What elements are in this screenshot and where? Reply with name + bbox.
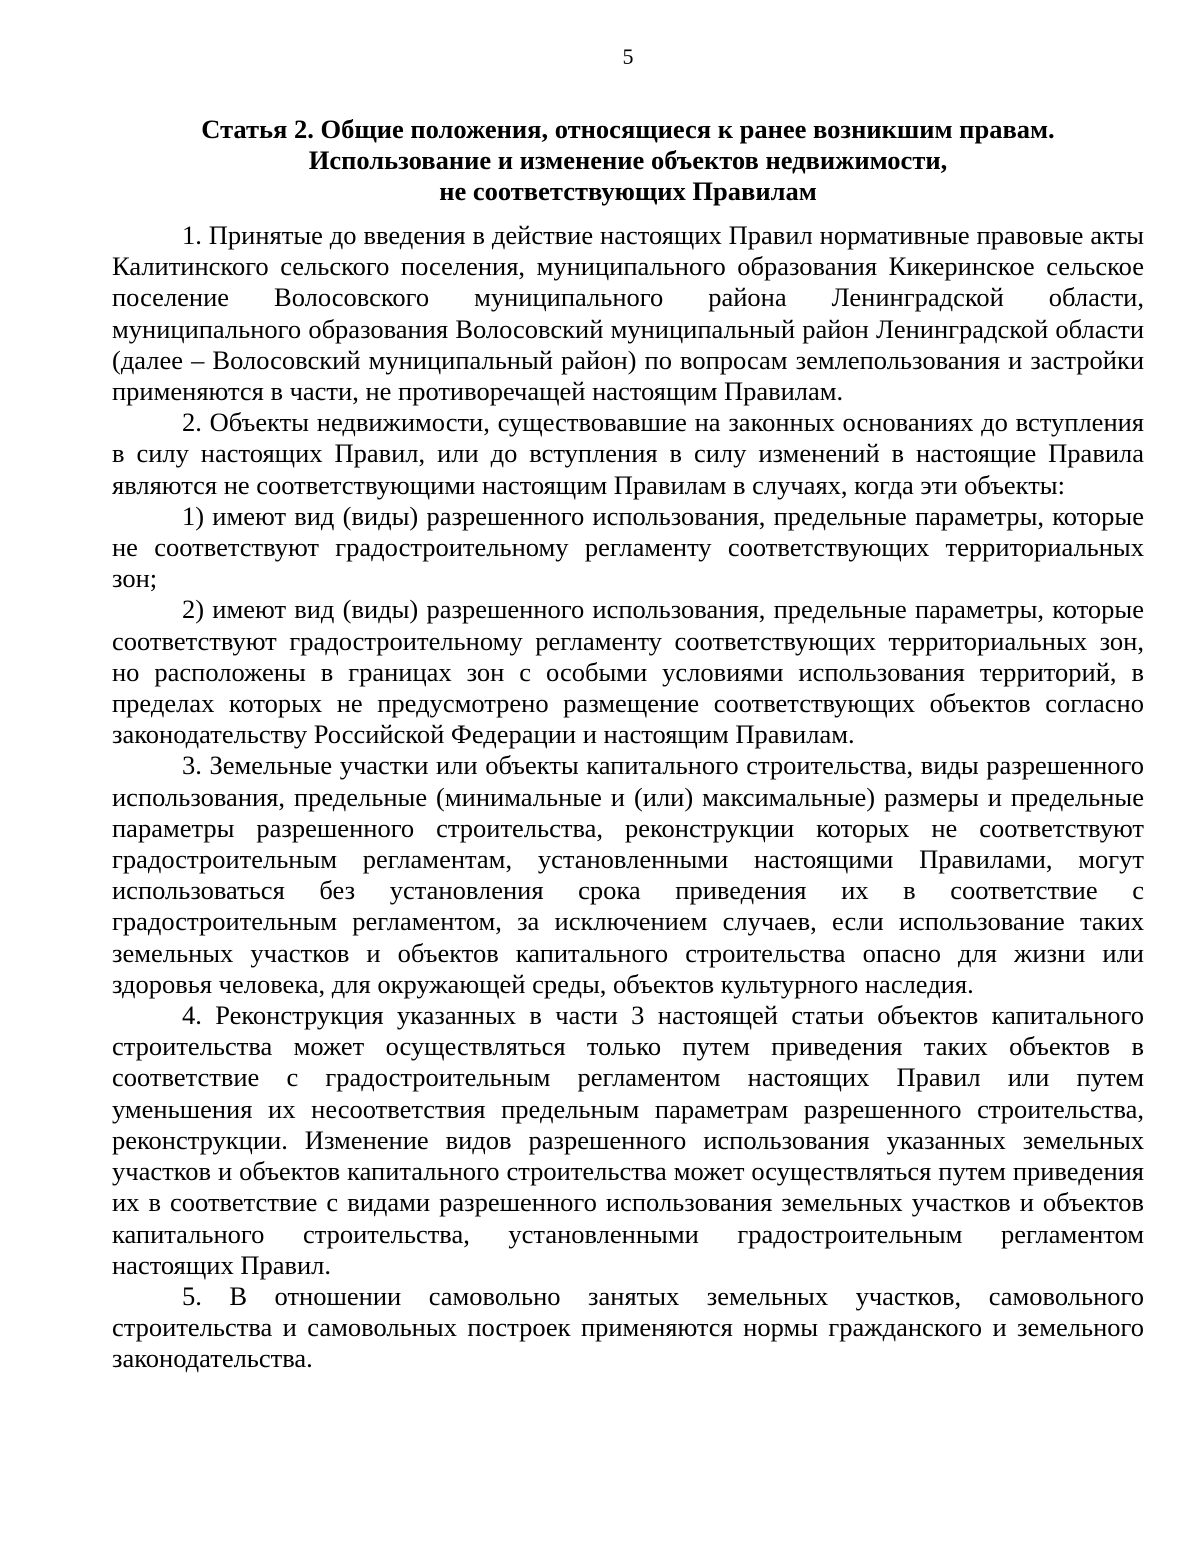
paragraph-2-item-2: 2) имеют вид (виды) разрешенного использования, предельные параметры, которые соответствуют градостроительному регламенту соответствующих территориальных зон, но расположены в границах зон с особыми условиями использования территорий, в пределах которых не предусмотрено размещение соответствующих объектов согласно законодательству Российской Федерации и настоящим Правилам. bbox=[112, 594, 1144, 750]
paragraph-2-item-1: 1) имеют вид (виды) разрешенного использования, предельные параметры, которые не соответствуют градостроительному регламенту соответствующих территориальных зон; bbox=[112, 500, 1144, 594]
paragraph-2: 2. Объекты недвижимости, существовавшие на законных основаниях до вступления в силу настоящих Правил, или до вступления в силу изменений в настоящие Правила являются не соответствующими настоящим Правилам в случаях, когда эти объекты: bbox=[112, 407, 1144, 500]
paragraph-5: 5. В отношении самовольно занятых земельных участков, самовольного строительства и самовольных построек применяются нормы гражданского и земельного законодательства. bbox=[112, 1280, 1144, 1374]
article-heading-line-1: Статья 2. Общие положения, относящиеся к ранее возникшим правам. bbox=[201, 114, 1055, 144]
article-body bbox=[112, 220, 1144, 1375]
article-heading bbox=[112, 114, 1144, 207]
paragraph-4: 4. Реконструкция указанных в части 3 настоящей статьи объектов капитального строительства может осуществляться только путем приведения таких объектов в соответствие с градостроительным регламентом настоящих Правил или путем уменьшения их несоответствия предельным параметрам разрешенного строительства, реконструкции. Изменение видов разрешенного использования указанных земельных участков и объектов капитального строительства может осуществляться путем приведения их в соответствие с видами разрешенного использования земельных участков и объектов капитального строительства, установленными градостроительным регламентом настоящих Правил. bbox=[112, 1000, 1144, 1280]
article-heading-line-2: Использование и изменение объектов недвижимости, bbox=[308, 145, 948, 175]
article-heading-line-3: не соответствующих Правилам bbox=[439, 176, 817, 206]
paragraph-3: 3. Земельные участки или объекты капитального строительства, виды разрешенного использования, предельные (минимальные и (или) максимальные) размеры и предельные параметры разрешенного строительства, реконструкции которых не соответствуют градостроительным регламентам, установленными настоящими Правилами, могут использоваться без установления срока приведения их в соответствие с градостроительным регламентом, за исключением случаев, если использование таких земельных участков и объектов капитального строительства опасно для жизни или здоровья человека, для окружающей среды, объектов культурного наследия. bbox=[112, 750, 1144, 999]
page-number: 5 bbox=[622, 44, 634, 69]
paragraph-1: 1. Принятые до введения в действие настоящих Правил нормативные правовые акты Калитинского сельского поселения, муниципального образования Кикеринское сельское поселение Волосовского муниципального района Ленинградской области, муниципального образования Волосовский муниципальный район Ленинградской области (далее – Волосовский муниципальный район) по вопросам землепользования и застройки применяются в части, не противоречащей настоящим Правилам. bbox=[112, 220, 1144, 407]
